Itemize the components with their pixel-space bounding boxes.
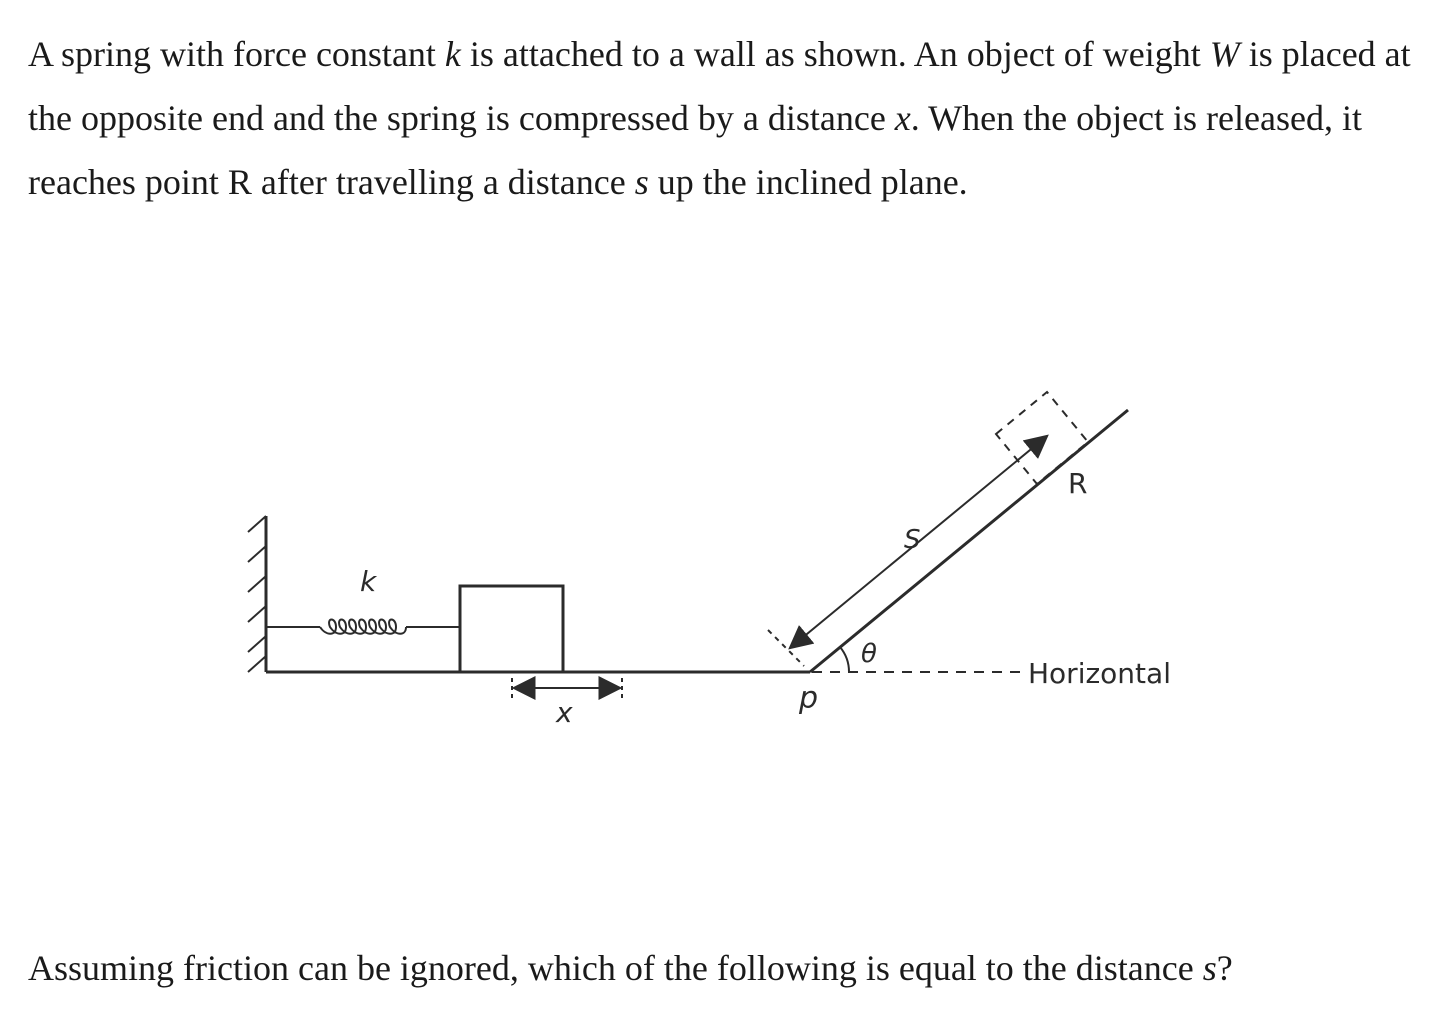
- intro-text-5: up the inclined plane.: [648, 162, 968, 202]
- label-horizontal: Horizontal: [1028, 657, 1171, 690]
- var-w: W: [1209, 34, 1240, 74]
- question-text-1: Assuming friction can be ignored, which of the following is equal to the distance: [28, 948, 1203, 988]
- question-text-2: ?: [1216, 948, 1233, 988]
- intro-text-1: A spring with force constant: [28, 34, 445, 74]
- question-var-s: s: [1202, 948, 1217, 988]
- label-r: R: [1068, 467, 1088, 500]
- var-s: s: [634, 162, 649, 202]
- spring: [266, 620, 460, 634]
- label-k: k: [360, 565, 377, 598]
- var-x: x: [894, 98, 911, 138]
- label-s: S: [904, 525, 921, 555]
- intro-text-4: . When the object is released, it reaches point R after travelling a distance: [28, 98, 1362, 202]
- compression-arrow: [512, 678, 622, 698]
- label-x: x: [556, 696, 573, 729]
- block: [460, 586, 563, 672]
- angle-arc: [840, 647, 849, 672]
- wall-hatching: [248, 516, 266, 672]
- intro-text-3: is placed at the opposite end and the spring is compressed by a distance: [28, 34, 1411, 138]
- label-theta: θ: [861, 639, 877, 669]
- label-p: p: [799, 681, 819, 716]
- intro-text-2: is attached to a wall as shown. An object of weight: [460, 34, 1210, 74]
- var-k: k: [444, 34, 461, 74]
- problem-question: [28, 936, 1418, 1000]
